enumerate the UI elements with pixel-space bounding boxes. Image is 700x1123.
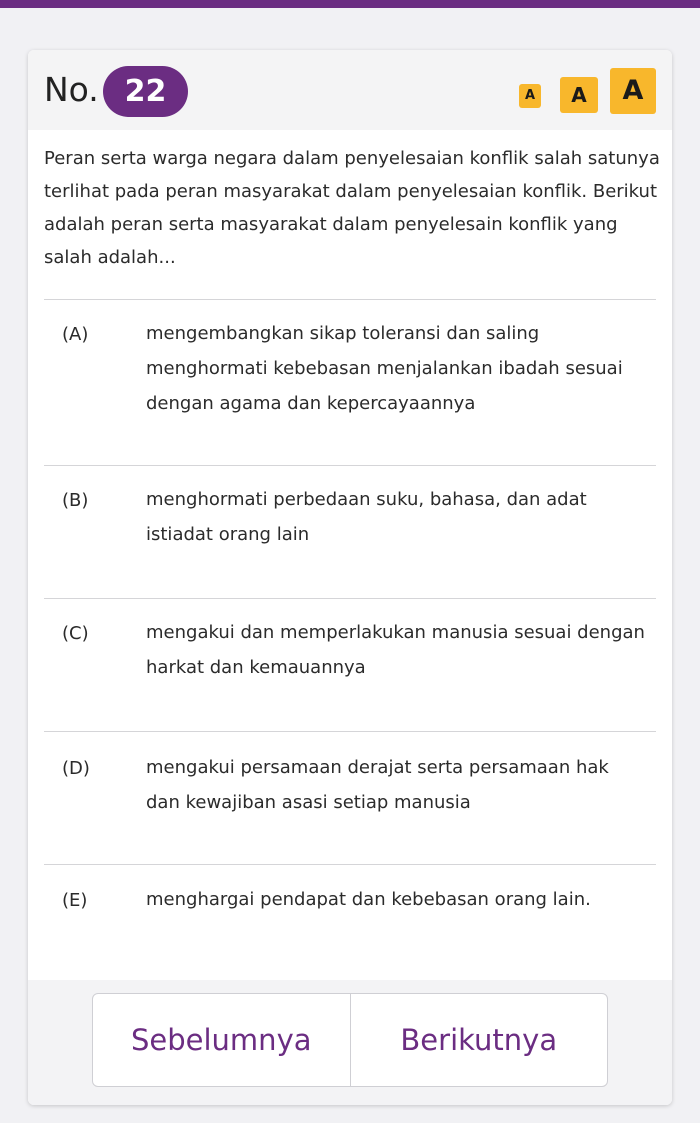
option-letter: (B) (62, 490, 89, 511)
question-text: Peran serta warga negara dalam penyelesaian konflik salah satunya terlihat pada peran masyarakat dalam penyelesaian konflik. Berikut adalah peran serta masyarakat dalam penyelesain konflik yang salah adalah... (44, 148, 660, 268)
option-text: mengembangkan sikap toleransi dan saling menghormati kebebasan menjalankan ibadah sesuai dengan agama dan kepercayaannya (146, 323, 623, 414)
question-number-badge: 22 (103, 66, 188, 117)
option-letter: (C) (62, 623, 89, 644)
option-text: menghormati perbedaan suku, bahasa, dan adat istiadat orang lain (146, 489, 587, 545)
divider (44, 598, 656, 599)
next-button[interactable]: Berikutnya (350, 994, 608, 1086)
previous-button[interactable]: Sebelumnya (131, 1023, 312, 1057)
font-size-large-button[interactable]: A (610, 68, 656, 114)
divider (44, 465, 656, 466)
question-card (28, 50, 672, 1105)
navigation-buttons (92, 993, 608, 1087)
question-header (28, 50, 672, 130)
top-accent-bar (0, 0, 700, 8)
option-letter: (A) (62, 324, 89, 345)
option-letter: (E) (62, 890, 88, 911)
option-letter: (D) (62, 758, 90, 779)
number-label: No. (44, 70, 99, 109)
font-size-small-button[interactable]: A (519, 84, 541, 108)
divider (44, 864, 656, 865)
option-text: menghargai pendapat dan kebebasan orang lain. (146, 889, 591, 910)
divider (44, 731, 656, 732)
option-text: mengakui dan memperlakukan manusia sesuai dengan harkat dan kemauannya (146, 622, 645, 678)
divider (44, 299, 656, 300)
font-size-medium-button[interactable]: A (560, 77, 598, 113)
option-text: mengakui persamaan derajat serta persamaan hak dan kewajiban asasi setiap manusia (146, 757, 609, 813)
